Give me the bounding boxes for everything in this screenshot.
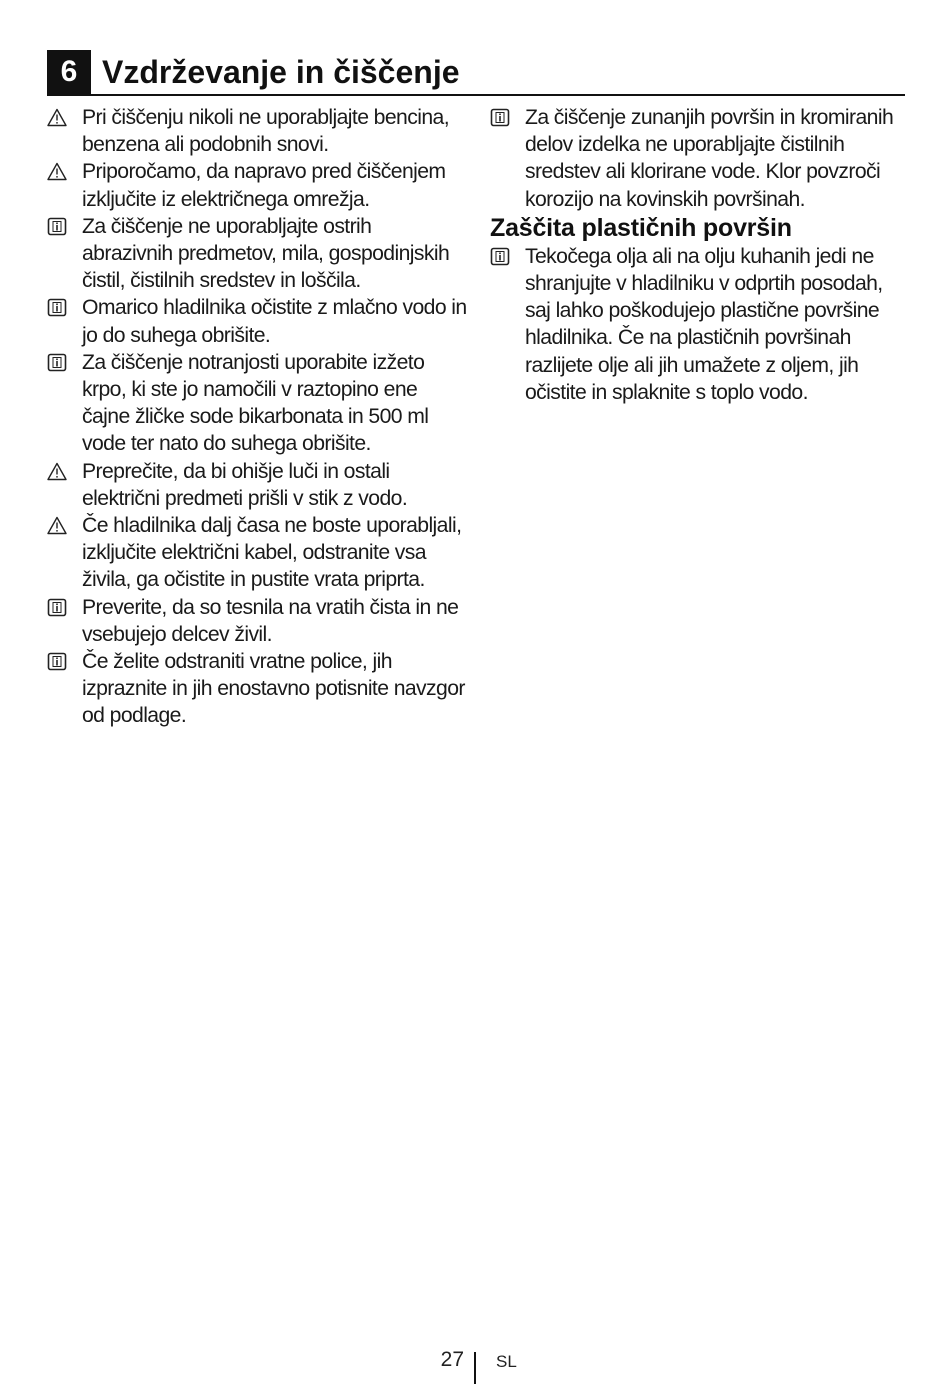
list-item [47,594,467,648]
list-item [47,213,467,295]
list-item [47,294,467,348]
item-text: Preverite, da so tesnila na vratih čista in ne vsebujejo delcev živil. [82,595,459,646]
info-icon [47,652,67,671]
info-icon [47,353,67,372]
list-item [490,104,910,213]
info-icon [490,247,510,266]
item-text: Za čiščenje zunanjih površin in kromiranih delov izdelka ne uporabljajte čistilnih sredstev ali klorirane vode. Klor povzroči korozijo na kovinskih površinah. [525,106,894,211]
page-footer [0,1347,950,1387]
chapter-number: 6 [47,50,91,94]
page-number: 27 [440,1348,464,1371]
language-code: SL [496,1352,517,1371]
item-text: Za čiščenje ne uporabljajte ostrih abrazivnih predmetov, mila, gospodinjskih čistil, čistilnih sredstev in loščila. [82,214,450,293]
list-item [47,158,467,212]
item-text: Priporočamo, da napravo pred čiščenjem izključite iz električnega omrežja. [82,160,446,211]
item-text: Za čiščenje notranjosti uporabite izžeto krpo, ki ste jo namočili v raztopino ene čajne žličke sode bikarbonata in 500 ml vode ter nato do suhega obrišite. [82,350,429,456]
list-item [47,349,467,458]
warning-icon [47,516,67,535]
item-text: Če želite odstraniti vratne police, jih izpraznite in jih enostavno potisnite navzgor od podlage. [82,650,465,728]
warning-icon [47,162,67,181]
info-icon [490,108,510,127]
chapter-header [47,50,905,96]
info-icon [47,298,67,317]
chapter-title: Vzdrževanje in čiščenje [102,54,460,90]
list-item [47,458,467,512]
warning-icon [47,108,67,127]
list-item [47,104,467,158]
info-icon [47,217,67,236]
footer-divider [474,1352,476,1384]
list-item [47,648,467,730]
list-item [490,243,910,406]
item-text: Omarico hladilnika očistite z mlačno vodo in jo do suhega obrišite. [82,296,467,347]
item-text: Preprečite, da bi ohišje luči in ostali električni predmeti prišli v stik z vodo. [82,459,408,510]
right-column [490,104,910,406]
list-item [47,512,467,594]
item-text: Če hladilnika dalj časa ne boste uporabljali, izključite električni kabel, odstranite vsa živila, ga očistite in pustite vrata priprta. [82,514,462,592]
left-column [47,104,467,730]
info-icon [47,598,67,617]
warning-icon [47,462,67,481]
section-subheading: Zaščita plastičnih površin [490,213,792,242]
item-text: Tekočega olja ali na olju kuhanih jedi ne shranjujte v hladilniku v odprtih posodah, saj lahko poškodujejo plastične površine hladilnika. Če na plastičnih površinah razlijete olje ali jih umažete z oljem, jih očistite in splaknite s toplo vodo. [525,244,883,404]
item-text: Pri čiščenju nikoli ne uporabljajte bencina, benzena ali podobnih snovi. [82,106,449,157]
